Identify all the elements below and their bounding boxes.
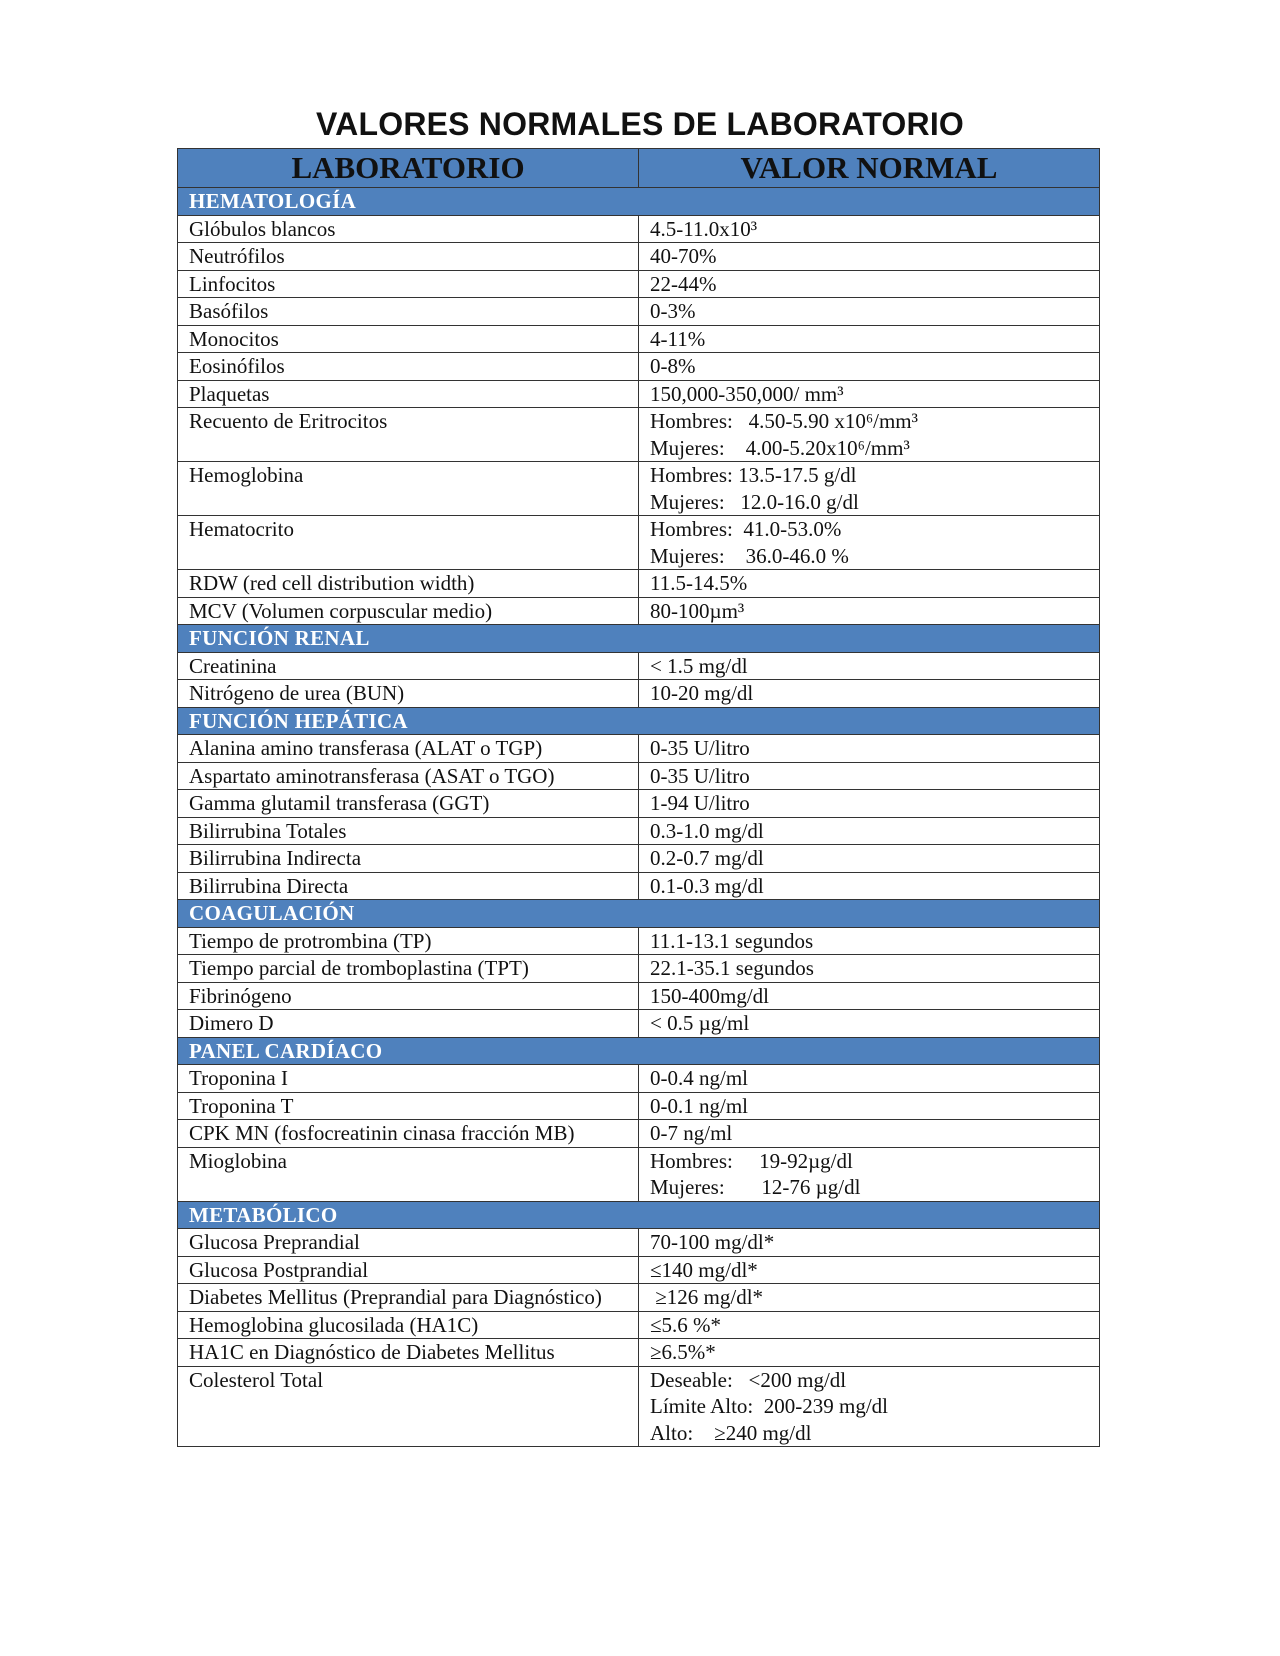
normal-value-line: Hombres: 13.5-17.5 g/dl: [650, 463, 857, 487]
table-row: [178, 270, 1100, 298]
normal-value-line: 22.1-35.1 segundos: [650, 956, 814, 980]
normal-value: [639, 243, 1100, 271]
lab-test-name: [178, 872, 639, 900]
lab-test-name: [178, 298, 639, 326]
normal-value-line: ≥126 mg/dl*: [650, 1285, 764, 1309]
normal-value-line: Deseable: <200 mg/dl: [650, 1367, 847, 1392]
normal-value-line: 0.1-0.3 mg/dl: [650, 873, 764, 898]
normal-value-line: ≤140 mg/dl*: [650, 1257, 758, 1282]
lab-test-name: [178, 353, 639, 381]
table-row: [178, 408, 1100, 462]
lab-test-name: [178, 1311, 639, 1339]
table-header-row: [178, 149, 1100, 188]
normal-value-line: Límite Alto: 200-239 mg/dl: [650, 1394, 888, 1418]
table-row: [178, 762, 1100, 790]
table-row: [178, 516, 1100, 570]
lab-test-name: [178, 1284, 639, 1312]
lab-test-label: Bilirrubina Indirecta: [189, 846, 362, 870]
normal-value: [639, 762, 1100, 790]
normal-value: [639, 597, 1100, 625]
normal-value-line: Hombres: 19-92µg/dl: [650, 1148, 853, 1173]
normal-value-line: 40-70%: [650, 244, 717, 268]
normal-value-line: 0-0.4 ng/ml: [650, 1066, 748, 1090]
table-row: [178, 1147, 1100, 1201]
lab-test-label: Mioglobina: [189, 1148, 287, 1173]
table-row: [178, 1092, 1100, 1120]
normal-value: [639, 380, 1100, 408]
section-title: PANEL CARDÍACO: [178, 1037, 1100, 1065]
normal-value-line: ≤5.6 %*: [650, 1312, 722, 1337]
lab-test-name: [178, 1010, 639, 1038]
lab-test-label: Tiempo de protrombina (TP): [189, 928, 432, 953]
normal-value-line: Mujeres: 12.0-16.0 g/dl: [650, 489, 859, 514]
section-header-row: [178, 1201, 1100, 1229]
normal-value: [639, 735, 1100, 763]
normal-value: [639, 1284, 1100, 1312]
lab-test-name: [178, 927, 639, 955]
lab-test-name: [178, 380, 639, 408]
normal-value: [639, 353, 1100, 381]
lab-test-label: Hemoglobina glucosilada (HA1C): [189, 1312, 479, 1337]
lab-test-name: [178, 597, 639, 625]
normal-value: [639, 927, 1100, 955]
table-row: [178, 817, 1100, 845]
lab-test-label: Bilirrubina Totales: [189, 818, 347, 843]
lab-test-name: [178, 243, 639, 271]
lab-test-label: Monocitos: [189, 326, 279, 351]
lab-test-name: [178, 1229, 639, 1257]
normal-value-line: 150,000-350,000/ mm³: [650, 381, 844, 406]
lab-test-label: Nitrógeno de urea (BUN): [189, 681, 405, 705]
table-row: [178, 790, 1100, 818]
normal-value-line: Hombres: 4.50-5.90 x10⁶/mm³: [650, 409, 918, 433]
lab-test-label: Tiempo parcial de tromboplastina (TPT): [189, 956, 529, 980]
lab-test-name: [178, 817, 639, 845]
section-title: HEMATOLOGÍA: [178, 188, 1100, 216]
normal-value-line: 4-11%: [650, 326, 706, 351]
lab-test-label: Diabetes Mellitus (Preprandial para Diagnóstico): [189, 1285, 602, 1309]
normal-value: [639, 1120, 1100, 1148]
lab-test-name: [178, 462, 639, 516]
lab-test-name: [178, 1339, 639, 1367]
normal-value-line: ≥6.5%*: [650, 1340, 716, 1364]
section-header-row: [178, 707, 1100, 735]
normal-value: [639, 872, 1100, 900]
table-row: [178, 1010, 1100, 1038]
table-row: [178, 243, 1100, 271]
normal-value: [639, 215, 1100, 243]
lab-test-name: [178, 1147, 639, 1201]
table-row: [178, 982, 1100, 1010]
lab-test-name: [178, 325, 639, 353]
lab-test-label: Hematocrito: [189, 517, 294, 541]
lab-test-label: RDW (red cell distribution width): [189, 571, 475, 595]
lab-test-label: Creatinina: [189, 653, 277, 678]
lab-test-name: [178, 762, 639, 790]
lab-test-name: [178, 570, 639, 598]
normal-value: [639, 982, 1100, 1010]
normal-value-line: Mujeres: 12-76 µg/dl: [650, 1175, 861, 1199]
normal-value-line: 80-100µm³: [650, 598, 745, 623]
normal-value-line: Mujeres: 4.00-5.20x10⁶/mm³: [650, 435, 910, 460]
normal-value-line: 1-94 U/litro: [650, 791, 750, 815]
normal-value-line: 22-44%: [650, 271, 717, 296]
lab-test-label: Colesterol Total: [189, 1367, 324, 1392]
table-row: [178, 215, 1100, 243]
lab-test-name: [178, 680, 639, 708]
normal-value: [639, 1229, 1100, 1257]
page-title: VALORES NORMALES DE LABORATORIO: [316, 106, 964, 142]
lab-test-label: Gamma glutamil transferasa (GGT): [189, 791, 490, 815]
normal-value-line: 4.5-11.0x10³: [650, 216, 758, 241]
normal-value-line: 150-400mg/dl: [650, 983, 769, 1008]
normal-value: [639, 845, 1100, 873]
lab-test-name: [178, 408, 639, 462]
normal-value-line: 70-100 mg/dl*: [650, 1230, 775, 1254]
table-row: [178, 652, 1100, 680]
table-row: [178, 597, 1100, 625]
lab-test-label: Dimero D: [189, 1011, 274, 1035]
table-row: [178, 1366, 1100, 1447]
normal-value: [639, 1147, 1100, 1201]
section-title: METABÓLICO: [178, 1201, 1100, 1229]
lab-test-label: Fibrinógeno: [189, 983, 292, 1008]
normal-value: [639, 298, 1100, 326]
lab-test-label: Hemoglobina: [189, 463, 304, 487]
normal-value: [639, 955, 1100, 983]
lab-test-name: [178, 1065, 639, 1093]
lab-test-name: [178, 1092, 639, 1120]
normal-value-line: 11.5-14.5%: [650, 571, 748, 595]
table-row: [178, 1229, 1100, 1257]
normal-value: [639, 325, 1100, 353]
table-row: [178, 1339, 1100, 1367]
normal-value: [639, 1092, 1100, 1120]
table-row: [178, 462, 1100, 516]
lab-test-label: Troponina T: [189, 1093, 294, 1118]
section-title: COAGULACIÓN: [178, 900, 1100, 928]
normal-value-line: 0-0.1 ng/ml: [650, 1093, 748, 1118]
section-header-row: [178, 625, 1100, 653]
table-row: [178, 955, 1100, 983]
lab-test-name: [178, 516, 639, 570]
normal-value-line: 0-35 U/litro: [650, 763, 750, 788]
section-header-row: [178, 188, 1100, 216]
normal-value: [639, 462, 1100, 516]
lab-test-label: MCV (Volumen corpuscular medio): [189, 598, 493, 623]
lab-test-name: [178, 845, 639, 873]
lab-test-label: Glucosa Postprandial: [189, 1257, 369, 1282]
table-row: [178, 1284, 1100, 1312]
lab-test-label: Bilirrubina Directa: [189, 873, 349, 898]
table-row: [178, 570, 1100, 598]
normal-value: [639, 1256, 1100, 1284]
normal-value: [639, 790, 1100, 818]
normal-value: [639, 270, 1100, 298]
lab-test-label: Recuento de Eritrocitos: [189, 409, 388, 433]
lab-test-label: Basófilos: [189, 299, 269, 323]
lab-test-label: Alanina amino transferasa (ALAT o TGP): [189, 736, 543, 760]
lab-test-label: HA1C en Diagnóstico de Diabetes Mellitus: [189, 1340, 555, 1364]
normal-value-line: < 0.5 µg/ml: [650, 1011, 750, 1035]
normal-value: [639, 1311, 1100, 1339]
table-row: [178, 1120, 1100, 1148]
normal-value: [639, 408, 1100, 462]
lab-test-name: [178, 1366, 639, 1447]
normal-value-line: Alto: ≥240 mg/dl: [650, 1420, 812, 1445]
normal-value-line: Hombres: 41.0-53.0%: [650, 517, 842, 541]
normal-value: [639, 817, 1100, 845]
lab-values-table: [177, 148, 1100, 1447]
section-title: FUNCIÓN RENAL: [178, 625, 1100, 653]
lab-test-label: Aspartato aminotransferasa (ASAT o TGO): [189, 763, 555, 788]
normal-value: [639, 1010, 1100, 1038]
table-row: [178, 1311, 1100, 1339]
lab-test-name: [178, 790, 639, 818]
lab-test-name: [178, 652, 639, 680]
table-row: [178, 1256, 1100, 1284]
normal-value: [639, 680, 1100, 708]
normal-value-line: 0-7 ng/ml: [650, 1121, 733, 1145]
lab-test-label: Eosinófilos: [189, 354, 285, 378]
normal-value-line: 0.3-1.0 mg/dl: [650, 818, 764, 843]
table-row: [178, 353, 1100, 381]
lab-test-name: [178, 1256, 639, 1284]
normal-value-line: Mujeres: 36.0-46.0 %: [650, 543, 849, 568]
lab-test-name: [178, 982, 639, 1010]
table-row: [178, 680, 1100, 708]
normal-value: [639, 516, 1100, 570]
table-row: [178, 298, 1100, 326]
normal-value: [639, 1339, 1100, 1367]
table-row: [178, 872, 1100, 900]
header-valor-normal: VALOR NORMAL: [639, 149, 1100, 188]
lab-test-name: [178, 215, 639, 243]
table-row: [178, 1065, 1100, 1093]
table-row: [178, 927, 1100, 955]
table-row: [178, 845, 1100, 873]
lab-test-label: Plaquetas: [189, 381, 270, 406]
lab-test-label: Glóbulos blancos: [189, 216, 336, 241]
normal-value-line: < 1.5 mg/dl: [650, 653, 748, 678]
lab-test-label: Neutrófilos: [189, 244, 285, 268]
lab-test-label: Glucosa Preprandial: [189, 1230, 360, 1254]
normal-value-line: 0.2-0.7 mg/dl: [650, 846, 764, 870]
lab-test-label: Linfocitos: [189, 271, 276, 296]
lab-test-name: [178, 1120, 639, 1148]
lab-test-name: [178, 955, 639, 983]
section-header-row: [178, 1037, 1100, 1065]
section-title: FUNCIÓN HEPÁTICA: [178, 707, 1100, 735]
normal-value: [639, 570, 1100, 598]
header-laboratorio: LABORATORIO: [178, 149, 639, 188]
table-row: [178, 735, 1100, 763]
table-body: [178, 188, 1100, 1447]
normal-value-line: 11.1-13.1 segundos: [650, 928, 814, 953]
table-row: [178, 325, 1100, 353]
normal-value-line: 0-8%: [650, 354, 696, 378]
normal-value: [639, 1366, 1100, 1447]
normal-value: [639, 1065, 1100, 1093]
normal-value-line: 0-3%: [650, 299, 696, 323]
lab-test-label: CPK MN (fosfocreatinin cinasa fracción MB): [189, 1121, 575, 1145]
lab-test-label: Troponina I: [189, 1066, 288, 1090]
normal-value: [639, 652, 1100, 680]
section-header-row: [178, 900, 1100, 928]
lab-test-name: [178, 270, 639, 298]
normal-value-line: 0-35 U/litro: [650, 736, 750, 760]
table-row: [178, 380, 1100, 408]
lab-test-name: [178, 735, 639, 763]
normal-value-line: 10-20 mg/dl: [650, 681, 754, 705]
